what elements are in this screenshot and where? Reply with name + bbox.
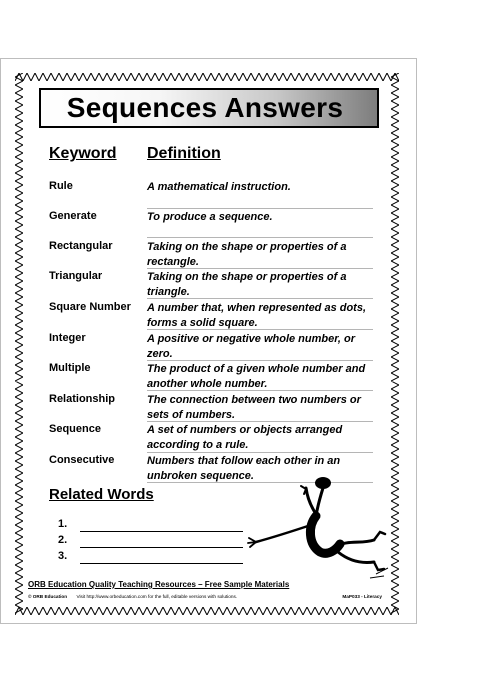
zigzag-border-right-icon — [391, 73, 399, 615]
row-divider — [147, 390, 373, 391]
visit-text: Visit http://www.orbeducation.com for the full, editable versions with solutions. — [76, 594, 238, 599]
worksheet-code: MaP033 - Literacy — [342, 594, 382, 599]
row-divider — [147, 452, 373, 453]
page-title: Sequences Answers — [66, 92, 344, 123]
row-divider — [147, 360, 373, 361]
keyword-column-header: Keyword — [49, 145, 117, 162]
answer-blank — [80, 547, 243, 548]
zigzag-border-bottom-icon — [15, 607, 399, 615]
footer-banner: ORB Education Quality Teaching Resources – Free Sample Materials — [28, 580, 290, 589]
definition-cell: A mathematical instruction. — [147, 181, 291, 193]
definition-cell: The product of a given whole number and another whole number. — [147, 363, 366, 390]
keyword-cell: Rectangular — [49, 240, 113, 252]
stick-figure-slipping-icon — [244, 474, 390, 580]
answer-blank — [80, 531, 243, 532]
copyright-text: © ORB Education — [28, 594, 68, 599]
related-word-number: 3. — [58, 550, 68, 562]
related-word-number: 2. — [58, 534, 68, 546]
title-banner — [39, 88, 379, 128]
row-divider — [147, 298, 373, 299]
definition-cell: A set of numbers or objects arranged according to a rule. — [147, 424, 343, 451]
keyword-cell: Square Number — [49, 301, 131, 313]
keyword-cell: Triangular — [49, 270, 103, 282]
keyword-cell: Multiple — [49, 362, 91, 374]
definition-cell: To produce a sequence. — [147, 211, 273, 223]
definition-column-header: Definition — [147, 145, 221, 162]
footer-info — [28, 594, 382, 599]
zigzag-border-left-icon — [15, 73, 23, 615]
keyword-cell: Relationship — [49, 393, 116, 405]
related-word-line — [58, 550, 248, 564]
keyword-cell: Integer — [49, 332, 86, 344]
keyword-cell: Sequence — [49, 423, 101, 435]
related-word-number: 1. — [58, 518, 68, 530]
related-words-heading: Related Words — [49, 486, 154, 503]
row-divider — [147, 208, 373, 209]
related-word-line — [58, 534, 248, 548]
definition-cell: Taking on the shape or properties of a rectangle. — [147, 241, 347, 268]
row-divider — [147, 329, 373, 330]
definition-cell: A number that, when represented as dots, forms a solid square. — [147, 302, 367, 329]
row-divider — [147, 237, 373, 238]
definition-cell: Numbers that follow each other in an unbroken sequence. — [147, 455, 341, 482]
definition-cell: A positive or negative whole number, or zero. — [147, 333, 356, 360]
answer-blank — [80, 563, 243, 564]
keyword-cell: Generate — [49, 210, 97, 222]
zigzag-border-top-icon — [15, 73, 399, 81]
keyword-cell: Consecutive — [49, 454, 115, 466]
definition-cell: Taking on the shape or properties of a triangle. — [147, 271, 347, 298]
row-divider — [147, 268, 373, 269]
row-divider — [147, 421, 373, 422]
keyword-cell: Rule — [49, 180, 73, 192]
definition-cell: The connection between two numbers or sets of numbers. — [147, 394, 361, 421]
related-word-line — [58, 518, 248, 532]
